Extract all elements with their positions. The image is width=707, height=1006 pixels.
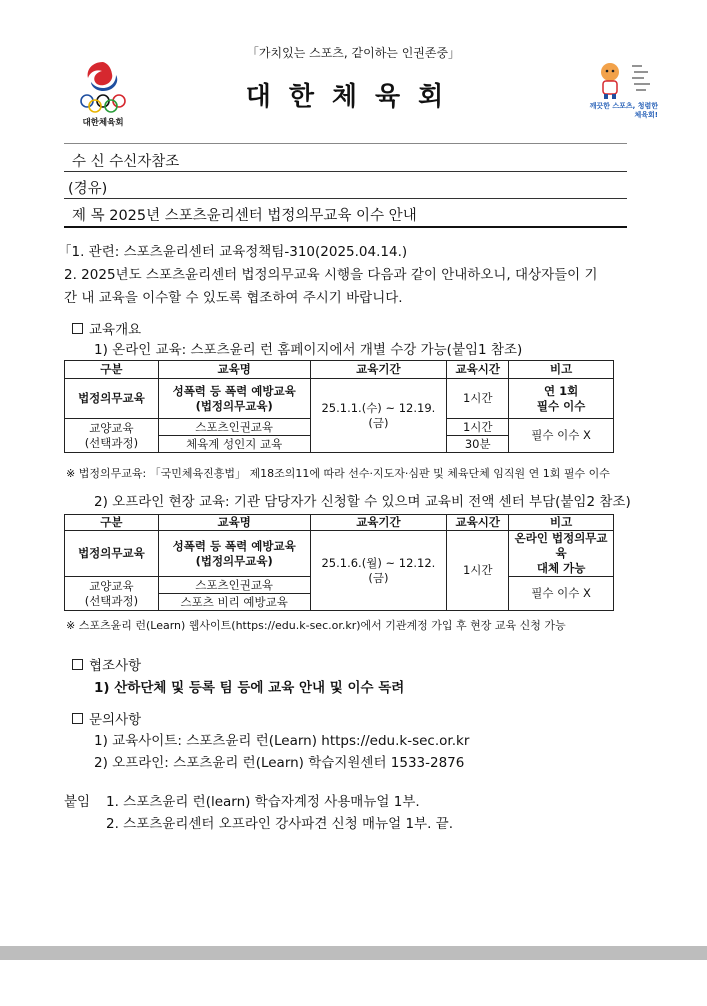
section-cooperation-label: 협조사항 [89, 658, 142, 674]
period-text: 25.1.6.(월) ~ 12.12. [321, 555, 436, 570]
table-header: 비고 [509, 515, 614, 531]
section-overview [72, 318, 141, 338]
category-cell: 법정의무교육 [65, 531, 159, 577]
category-text-sub: (선택과정) [84, 593, 139, 608]
org-title: 대한체육회 [245, 82, 462, 112]
via-line: (경유) [68, 181, 108, 197]
subject-line: 제 목 2025년 스포츠윤리센터 법정의무교육 이수 안내 [72, 208, 417, 224]
table-header: 구분 [65, 515, 159, 531]
course-name: 성폭력 등 폭력 예방교육 [172, 383, 296, 398]
category-text: 교양교육 [89, 578, 134, 593]
note-cell: 필수 이수 X [509, 577, 614, 611]
course-name-cell: 체육계 성인지 교육 [158, 436, 310, 453]
course-name-cell [158, 379, 310, 419]
course-name-cell: 스포츠인권교육 [158, 419, 310, 436]
cooperation-item: 1) 산하단체 및 등록 팀 등에 교육 안내 및 이수 독려 [94, 680, 405, 696]
table-header: 교육시간 [447, 361, 509, 379]
time-cell: 1시간 [447, 379, 509, 419]
table-header: 구분 [65, 361, 159, 379]
divider [64, 171, 627, 172]
logo-caption: 대한체육회 [82, 118, 124, 128]
related-line: 「1. 관련: 스포츠윤리센터 교육정책팀-310(2025.04.14.) [58, 244, 408, 260]
section-cooperation [72, 654, 141, 674]
time-cell: 1시간 [447, 419, 509, 436]
table-header: 비고 [509, 361, 614, 379]
campaign-logo [589, 60, 658, 124]
note-text: 온라인 법정의무교육 [514, 531, 608, 560]
note-cell: 필수 이수 X [509, 419, 614, 453]
header-divider [64, 143, 627, 144]
section-overview-label: 교육개요 [89, 322, 142, 338]
note-cell [509, 531, 614, 577]
divider [64, 226, 627, 228]
note-text-sub: 대체 가능 [536, 561, 586, 575]
checkbox-icon [72, 323, 83, 334]
slogan: 「가치있는 스포츠, 같이하는 인권존중」 [246, 46, 461, 60]
section-inquiry-label: 문의사항 [89, 712, 142, 728]
inquiry-item: 2) 오프라인: 스포츠윤리 런(Learn) 학습지원센터 1533-2876 [94, 755, 465, 771]
online-title: 1) 온라인 교육: 스포츠윤리 런 홈페이지에서 개별 수강 가능(붙임1 참조) [94, 342, 523, 358]
offline-title: 2) 오프라인 현장 교육: 기관 담당자가 신청할 수 있으며 교육비 전액 센터 부담(붙임2 참조) [94, 494, 631, 510]
table-header: 교육기간 [310, 515, 447, 531]
period-cell [310, 531, 447, 611]
table-header: 교육명 [158, 515, 310, 531]
category-cell [65, 577, 159, 611]
note-website: ※ 스포츠윤리 런(Learn) 웹사이트(https://edu.k-sec.or.kr)에서 기관계정 가입 후 현장 교육 신청 가능 [66, 619, 566, 632]
period-text-end: (금) [368, 415, 389, 430]
campaign-caption: 깨끗한 스포츠, 청렴한 체육회! [589, 102, 658, 119]
note-legal: ※ 법정의무교육: 「국민체육진흥법」 제18조의11에 따라 선수·지도자·심판 및 체육단체 임직원 연 1회 필수 이수 [66, 467, 610, 480]
course-name-cell: 스포츠인권교육 [158, 577, 310, 594]
course-name-cell: 스포츠 비리 예방교육 [158, 594, 310, 611]
inquiry-item: 1) 교육사이트: 스포츠윤리 런(Learn) https://edu.k-sec.or.kr [94, 733, 470, 749]
table-header: 교육시간 [447, 515, 509, 531]
table-header: 교육명 [158, 361, 310, 379]
checkbox-icon [72, 713, 83, 724]
note-text-sub: 필수 이수 [536, 398, 586, 413]
category-cell [65, 419, 159, 453]
attachment-item: 1. 스포츠윤리 런(learn) 학습자계정 사용매뉴얼 1부. [106, 794, 420, 810]
period-text: 25.1.1.(수) ~ 12.19. [321, 400, 436, 415]
category-text-sub: (선택과정) [84, 435, 139, 450]
period-cell [310, 379, 447, 453]
section-inquiry [72, 708, 141, 728]
course-name-sub: (법정의무교육) [195, 398, 273, 413]
time-cell: 30분 [447, 436, 509, 453]
divider [64, 198, 627, 199]
offline-education-table [64, 514, 614, 611]
course-name: 성폭력 등 폭력 예방교육 [172, 538, 296, 553]
speech-doodle-icon [630, 62, 654, 96]
recipient-line: 수 신 수신자참조 [72, 154, 180, 170]
course-name-cell [158, 531, 310, 577]
course-name-sub: (법정의무교육) [195, 553, 273, 568]
online-education-table [64, 360, 614, 453]
attachment-item: 2. 스포츠윤리센터 오프라인 강사파견 신청 매뉴얼 1부. 끝. [106, 816, 453, 832]
category-text: 교양교육 [89, 420, 134, 435]
attachment-label: 붙임 [64, 794, 91, 810]
note-cell [509, 379, 614, 419]
period-text-end: (금) [368, 570, 389, 585]
category-cell: 법정의무교육 [65, 379, 159, 419]
note-text: 연 1회 [543, 383, 579, 398]
paragraph-2-cont: 간 내 교육을 이수할 수 있도록 협조하여 주시기 바랍니다. [64, 290, 403, 306]
footer-bar [0, 946, 707, 960]
checkbox-icon [72, 659, 83, 670]
mascot-icon [594, 60, 630, 100]
table-header: 교육기간 [310, 361, 447, 379]
paragraph-2: 2. 2025년도 스포츠윤리센터 법정의무교육 시행을 다음과 같이 안내하오니, 대상자들이 기 [64, 267, 598, 283]
time-cell: 1시간 [447, 531, 509, 611]
